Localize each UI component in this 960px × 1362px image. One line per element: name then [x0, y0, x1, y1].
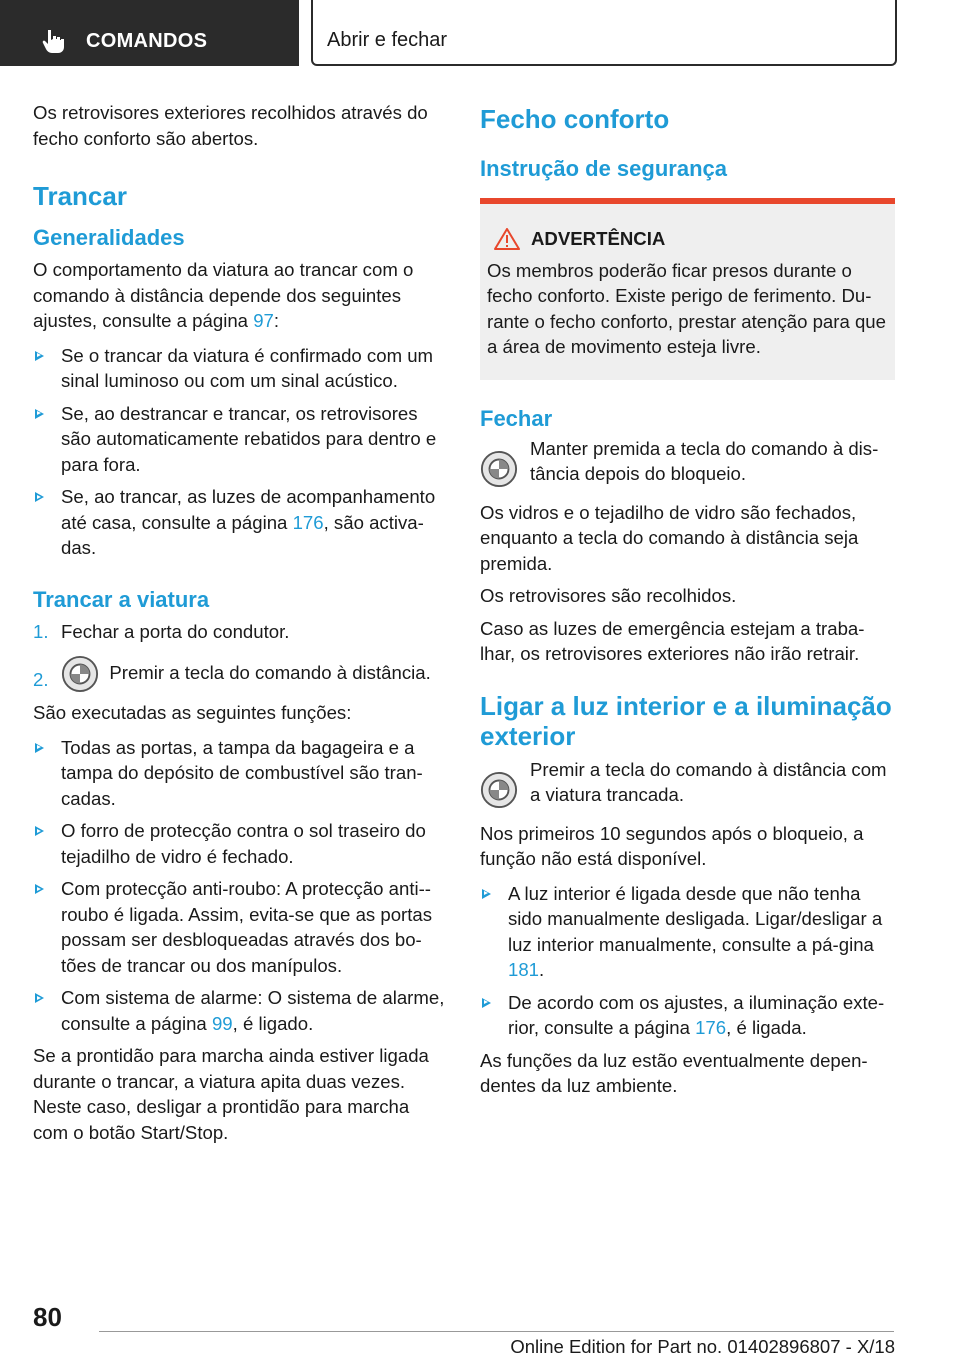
list-item-text: Se o trancar da viatura é confirmado com um sinal luminoso ou com um sinal acústico. — [61, 344, 434, 391]
list-item-text: . — [539, 959, 545, 980]
list-item — [33, 818, 447, 869]
heading-ligar-luz: Ligar a luz interior e a iluminação exterior — [480, 690, 892, 751]
page-number: 80 — [33, 1302, 62, 1332]
step-number: 2. — [33, 669, 49, 690]
step-item — [33, 651, 447, 693]
list-item-text: , é ligada. — [726, 1017, 807, 1038]
right-column — [480, 100, 895, 1106]
section-label: Abrir e fechar — [327, 29, 448, 51]
page-header — [0, 0, 960, 66]
section-tab — [311, 0, 897, 66]
heading-generalidades: Generalidades — [33, 225, 185, 250]
key-fob-icon — [480, 771, 518, 809]
list-item-text: Com protecção anti-roubo: A protecção anti‐-roubo é ligada. Assim, evita-se que as portas possam ser desbloqueadas através dos bo‐tões de trancar ou dos manípulos. — [61, 878, 433, 976]
key-fob-icon — [480, 450, 518, 488]
footer-divider — [99, 1331, 894, 1332]
list-item — [33, 484, 447, 561]
generalidades-text: O comportamento da viatura ao trancar com o comando à distância depende dos seguintes ajustes, consulte a página — [33, 259, 414, 331]
chapter-tab — [0, 0, 299, 66]
light-list — [480, 881, 895, 1041]
chapter-label: COMANDOS — [86, 30, 208, 52]
warning-triangle-icon — [494, 228, 520, 250]
fechar-instruction — [480, 436, 895, 488]
fechar-icon-wrap — [480, 436, 530, 488]
list-item — [33, 876, 447, 978]
page-link-176[interactable]: 176 — [695, 1017, 727, 1038]
paragraph: Os retrovisores são recolhidos. — [480, 585, 737, 606]
edition-text: Online Edition for Part no. 01402896807 - X/18 — [510, 1336, 895, 1357]
list-item-text: O forro de protecção contra o sol traseiro do tejadilho de vidro é fechado. — [61, 820, 426, 867]
paragraph: Os vidros e o tejadilho de vidro são fechados, enquanto a tecla do comando à distância seja premida. — [480, 501, 859, 574]
list-item-text: Com sistema de alarme: O sistema de alarme, consulte a página — [61, 987, 445, 1034]
list-item-text: A luz interior é ligada desde que não tenha sido manualmente desligada. Ligar/desligar a luz interior manualmente, consulte a pá‐gina — [508, 882, 883, 955]
page-link-99[interactable]: 99 — [211, 1012, 233, 1034]
page-link-176[interactable]: 176 — [292, 511, 324, 533]
paragraph: Nos primeiros 10 segundos após o bloqueio, a função não está disponível. — [480, 822, 864, 869]
list-item — [33, 985, 447, 1036]
heading-fecho-conforto: Fecho conforto — [480, 104, 670, 134]
list-item — [33, 401, 447, 478]
ligar-icon-text: Premir a tecla do comando à distância com a viatura trancada. — [530, 758, 887, 805]
warning-box — [480, 198, 895, 380]
list-item-text: Se, ao trancar, as luzes de acompanhamento até casa, consulte a página — [61, 486, 436, 533]
list-item-text: De acordo com os ajustes, a iluminação exte‐rior, consulte a página — [508, 991, 885, 1038]
list-item — [480, 881, 895, 983]
closing-paragraph: Se a prontidão para marcha ainda estiver ligada durante o trancar, a viatura apita duas vezes. Neste caso, desligar a prontidão para marcha com o botão Start/Stop. — [33, 1045, 429, 1143]
warning-title-row — [487, 226, 887, 252]
ligar-instruction — [480, 757, 895, 809]
step-item — [33, 619, 447, 645]
heading-fechar: Fechar — [480, 405, 553, 431]
warning-title: ADVERTÊNCIA — [531, 228, 666, 249]
paragraph: As funções da luz estão eventualmente depen‐dentes da luz ambiente. — [480, 1049, 868, 1096]
step-text: Premir a tecla do comando à distância. — [109, 661, 431, 683]
settings-list — [33, 343, 447, 561]
step-number: 1. — [33, 620, 49, 642]
list-item-text: , são activa‐das. — [61, 511, 424, 558]
generalidades-end: : — [273, 310, 280, 331]
fechar-icon-text: Manter premida a tecla do comando à dis‐tância depois do bloqueio. — [530, 437, 879, 484]
generalidades-paragraph — [33, 257, 447, 334]
list-item — [33, 343, 447, 394]
functions-list — [33, 735, 447, 1037]
list-item-text: , é ligado. — [232, 1012, 314, 1034]
heading-trancar-viatura: Trancar a viatura — [33, 586, 210, 612]
list-item — [33, 735, 447, 812]
list-item-text: Todas as portas, a tampa da bagageira e a tampa do depósito de combustível são tran‐cadas. — [61, 736, 423, 809]
ligar-icon-wrap — [480, 757, 530, 809]
left-column — [33, 100, 447, 1152]
key-fob-icon — [61, 655, 99, 693]
paragraph: Caso as luzes de emergência estejam a traba‐lhar, os retrovisores exteriores não irão retrair. — [480, 617, 865, 664]
heading-instrucao-seguranca: Instrução de segurança — [480, 156, 727, 181]
page-link-181[interactable]: 181 — [508, 959, 540, 980]
page-link-97[interactable]: 97 — [253, 310, 274, 331]
steps-list — [33, 619, 447, 694]
hand-pointer-icon — [40, 28, 66, 54]
list-item — [480, 990, 895, 1041]
intro-paragraph: Os retrovisores exteriores recolhidos através do fecho conforto são abertos. — [33, 102, 428, 149]
warning-text: Os membros poderão ficar presos durante o fecho conforto. Existe perigo de ferimento. Du‐rante o fecho conforto, prestar atenção para que a área de movimento esteja livre. — [487, 259, 886, 357]
heading-trancar: Trancar — [33, 181, 127, 211]
functions-intro: São executadas as seguintes funções: — [33, 702, 352, 723]
list-item-text: Se, ao destrancar e trancar, os retrovisores são automaticamente rebatidos para dentro e para fora. — [61, 402, 437, 475]
step-text: Fechar a porta do condutor. — [61, 620, 290, 642]
